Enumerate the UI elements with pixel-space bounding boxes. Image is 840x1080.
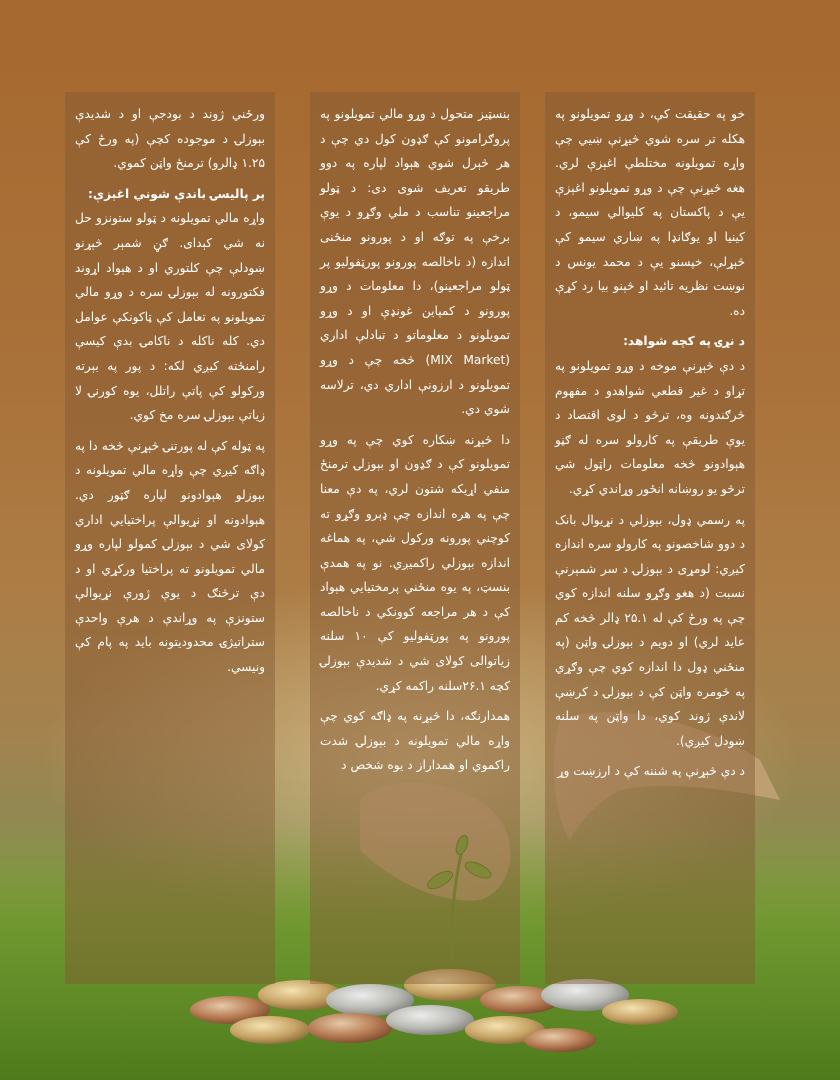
section-heading: د نړۍ په کچه شواهد: xyxy=(623,334,745,349)
paragraph: په ټوله کې له پورتنۍ څېړنې څخه دا په ډاګه کیږي چې واړه مالي تمویلونه د بېوزلو هېوادونو لپاره ګټور دي. هېوادونه او نړیوالې پراختیایي اداري کولای شي د بېوزلۍ کمولو لپاره وړو مالي تمویلونو ته پراختیا ورکړي او د دې ترڅنګ د یوې ژورې نړیوالې ستونزې په وړاندې د هرې واحدې ستراتیژۍ محدودیتونه باید په پام کې ونیسي. xyxy=(75,438,265,675)
paragraph: د دې څېړنې موخه د وړو تمویلونو په تړاو د غیر قطعي شواهدو د مفهوم څرګندونه وه، ترڅو د لوی اقتصاد د یوې طریقې په کارولو سره له ګڼو هېوادونو څخه معلومات راټول شي ترڅو یو روښانه انځور وړاندي کړي. xyxy=(555,358,745,496)
text-column-middle xyxy=(310,92,520,984)
paragraph: همدارنګه، دا څېړنه په ډاګه کوي چې واړه مالي تمویلونه د بېوزلۍ شدت راکموي او همداراز د یوه شخص د xyxy=(320,709,510,773)
paragraph: خو په حقیقت کې، د وړو تمویلونو په هکله تر سره شوي څیړنې ښيي چې واړه تمویلونه مختلطې اغېزې لري. هغه څیړنې چې د وړو تمویلونو اغېزې یې د پاکستان په کلیوالي سیمو، د کینیا او یوګانډا په ښاري سیمو کې څېړلې، خپسنو یې د محمد یونس د نوښت نظریه تائید او څېنو بیا رد کړې ده. xyxy=(555,107,745,318)
paragraph: په رسمي ډول، بېوزلي د نړیوال بانک د دوو شاخصونو په کارولو سره اندازه کیږي: لومړی د بېوزلۍ د سر شمېرنې نسبت (د هغو وګړو سلنه اندازه کوي چې په ورځ کې له ۲۵.۱ ډالر څخه کم عاید لري) او دویم د بېوزلۍ واټن (په منځني ډول دا اندازه کوي چې وګړي په څومره واټن کې د بېوزلۍ د کرښې لاندې ژوند کوي، دا واټن په سلنه ښودل کیږي). xyxy=(555,512,745,748)
text-column-right xyxy=(545,92,755,984)
paragraph: د دې څېړنې په شننه کې د ارزښت وړ xyxy=(557,764,745,779)
section-heading: پر پالیسۍ باندې شوني اغېزې: xyxy=(88,186,265,201)
paragraph: دا څېړنه ښکاره کوي چې په وړو تمویلونو کې د ګډون او بېوزلۍ ترمنځ منفي اړیکه شتون لري، په دې معنا چې په هره اندازه چې ډېرو وګړو ته کوچني پورونه ورکول شي، په هماغه اندازه بېوزلي راکمیږي. نو په همدې بنسټ، په یوه منځني پرمختیایي هېواد کې د هر مراجعه کوونکي د ناخالصه پورونو په پورټفولیو کې ۱۰ سلنه زیاتوالی کولای شي د شدیدې بېوزلۍ کچه ۲۶.۱سلنه راکمه کړي. xyxy=(320,432,510,693)
paragraph: ورځني ژوند د بودجې او د شدیدې بېوزلۍ د موجوده کچې (په ورځ کې ۱.۲۵ ډالرو) ترمنځ واټن کموي. xyxy=(75,107,265,171)
paragraph: واړه مالي تمویلونه د ټولو ستونزو حل نه شي کېدای. ګڼ شمېر څېړنو ښودلې چې کلتوري او د هېواد اړوند فکتورونه له بېوزلۍ سره د وړو مالي تمویلونو په تعامل کې ټاکونکې عوامل دي. کله ناکله د ناکامۍ بدې کیسې رامنځته کیږي لکه: د پور په بېرته ورکولو کې پاتې راتلل، یوه کورنۍ لا زیاتې بېوزلۍ سره مخ کوي. xyxy=(75,211,265,423)
paragraph: بنسټیز متحول د وړو مالي تمویلونو په پروګرامونو کې ګډون کول دي چې د هر څېرل شوي هېواد لپاره په دوو طریقو تعریف شوی دی: د ټولو مراجعینو تناسب د ملي وګړو د یوې برخې په توګه او د پورونو منځنی اندازه (د ناخالصه پورونو پورټفولیو پر ټولو مراجعینو)، دا معلومات د وړو پورونو د کمپاین غونډې او د وړو تمویلونو د معلوماتو د تبادلې اداري (MIX Market) څخه چې د وړو تمویلونو د ارزونې اداري دي، ترلاسه شوي دي. xyxy=(320,107,510,417)
text-column-left xyxy=(65,92,275,984)
